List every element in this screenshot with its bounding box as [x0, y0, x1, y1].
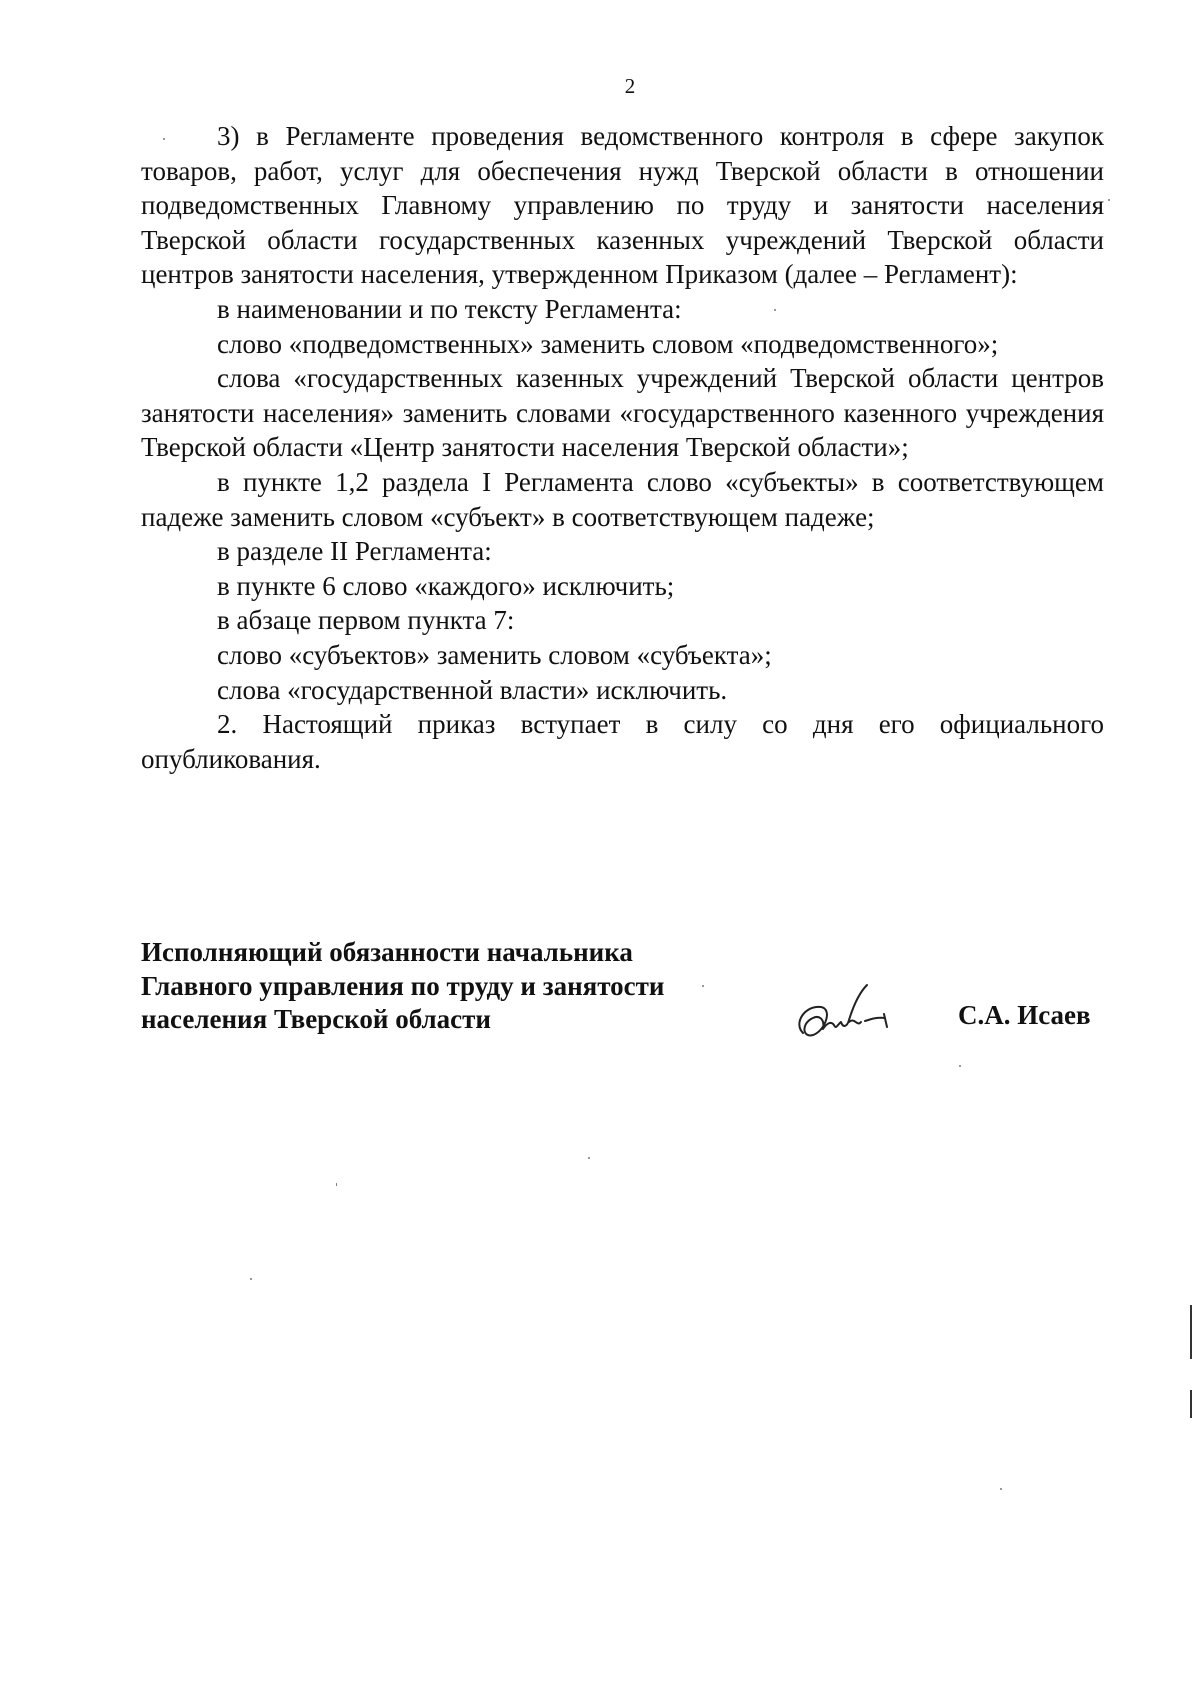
paragraph-section-1: в пункте 1,2 раздела I Регламента слово «субъекты» в соответствующем падеже заменить словом «субъект» в соответствующем падеже;: [141, 466, 1104, 532]
scan-edge-line: [1190, 1305, 1192, 1359]
scan-dot: [702, 985, 704, 987]
signatory-position-line: населения Тверской области: [141, 1004, 491, 1034]
page-number: 2: [624, 74, 636, 98]
paragraph-point-6: в пункте 6 слово «каждого» исключить;: [217, 570, 675, 601]
paragraph-words-replacement: слова «государственных казенных учреждений Тверской области центров занятости населения» заменить словами «государственного казенного учреждения Тверской области «Центр занятости населения Тверской области»;: [141, 363, 1104, 463]
paragraph-section-2: в разделе II Регламента:: [217, 536, 492, 567]
scan-dot: [774, 309, 776, 311]
paragraph-item-3: 3) в Регламенте проведения ведомственного контроля в сфере закупок товаров, работ, услуг для обеспечения нужд Тверской области в отношении подведомственных Главному управлению по труду и занятости населения Тверской области государственных казенных учреждений Тверской области центров занятости населения, утвержденном Приказом (далее – Регламент):: [141, 121, 1104, 290]
scan-dot: [250, 1278, 252, 1280]
handwritten-signature: [785, 975, 915, 1055]
paragraph-authority-exclusion: слова «государственной власти» исключить.: [217, 674, 728, 705]
signatory-position-line: Главного управления по труду и занятости: [141, 970, 665, 1001]
paragraph-word-replacement: слово «подведомственных» заменить словом «подведомственного»;: [217, 328, 999, 359]
scan-dot: [1000, 1488, 1002, 1490]
scan-dot: [1108, 199, 1110, 201]
scan-edge-line: [1190, 1390, 1192, 1418]
scan-dot: [588, 1157, 590, 1159]
paragraph-subjects-replacement: слово «субъектов» заменить словом «субъекта»;: [217, 639, 772, 670]
signatory-position: [141, 936, 741, 1037]
paragraph-title-and-text: в наименовании и по тексту Регламента:: [217, 293, 682, 324]
document-body: [141, 119, 1104, 776]
signatory-position-line: Исполняющий обязанности начальника: [141, 937, 633, 967]
paragraph-entry-into-force: 2. Настоящий приказ вступает в силу со дня его официального опубликования.: [141, 709, 1104, 774]
paragraph-point-7: в абзаце первом пункта 7:: [217, 605, 515, 636]
scan-dot: [959, 1065, 961, 1067]
scan-dot: [163, 138, 165, 140]
scan-dot: [336, 1183, 337, 1186]
signatory-name: С.А. Исаев: [958, 1000, 1091, 1030]
